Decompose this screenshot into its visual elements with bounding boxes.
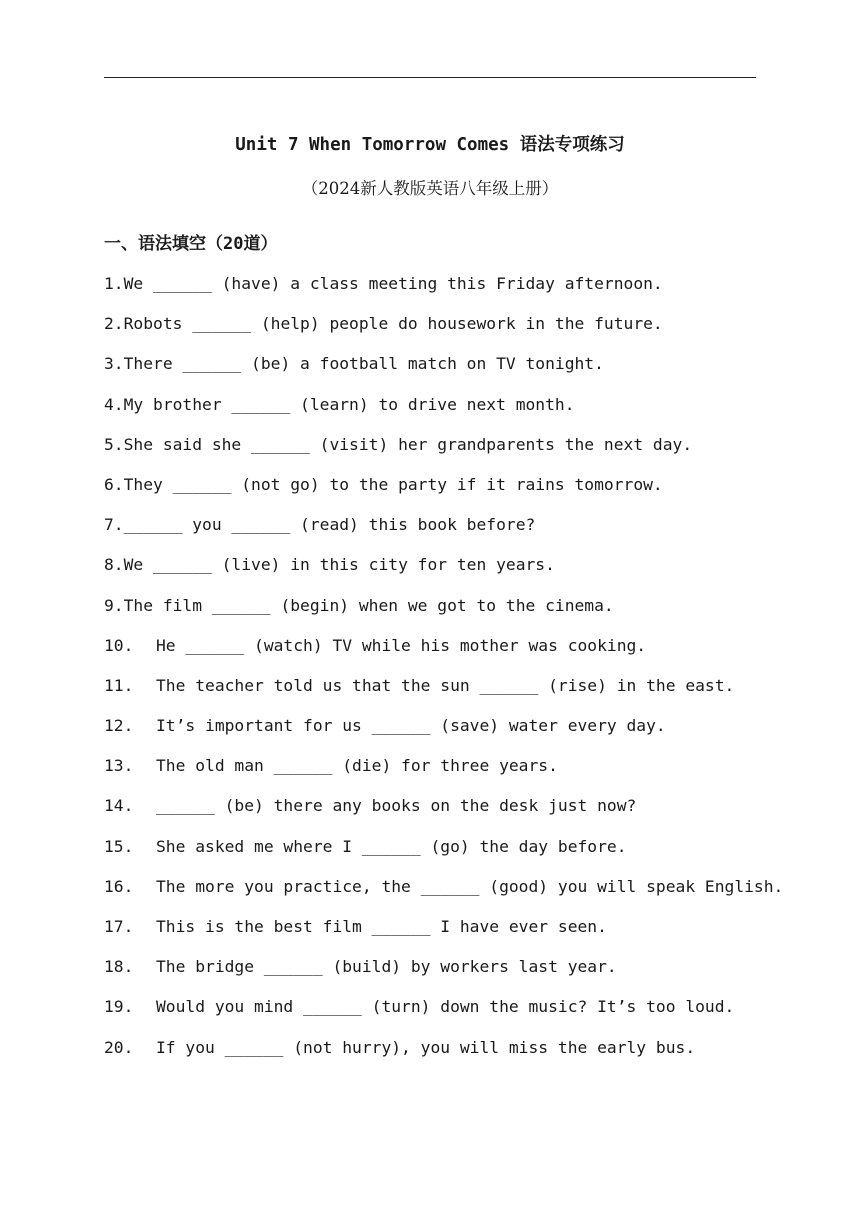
question-number: 2. (104, 314, 124, 334)
question-item (104, 549, 784, 580)
question-item (104, 469, 784, 500)
question-list (104, 268, 784, 1072)
question-number: 14. (104, 796, 134, 816)
question-text: She asked me where I ______ (go) the day before. (156, 836, 627, 856)
question-text: The more you practice, the ______ (good) you will speak English. (156, 876, 784, 896)
question-item (104, 831, 784, 862)
question-number: 18. (104, 957, 134, 977)
question-number: 13. (104, 756, 134, 776)
question-number: 15. (104, 836, 134, 856)
question-text: The film ______ (begin) when we got to the cinema. (123, 595, 614, 615)
question-item (104, 1032, 784, 1063)
document-subtitle: （2024新人教版英语八年级上册） (301, 179, 559, 198)
section-heading: 一、语法填空（20道） (104, 234, 278, 254)
question-item (104, 710, 784, 741)
question-number: 8. (104, 555, 124, 575)
question-text: ______ (be) there any books on the desk just now? (156, 796, 637, 816)
question-item (104, 991, 784, 1022)
question-text: We ______ (have) a class meeting this Friday afternoon. (123, 274, 663, 293)
question-text: The teacher told us that the sun ______ (rise) in the east. (156, 675, 735, 695)
question-number: 6. (104, 474, 124, 494)
question-text: They ______ (not go) to the party if it rains tomorrow. (123, 474, 663, 494)
question-item (104, 268, 784, 299)
question-number: 20. (104, 1037, 134, 1057)
question-number: 7. (104, 515, 124, 535)
question-number: 10. (104, 635, 134, 655)
question-text: We ______ (live) in this city for ten years. (123, 555, 555, 575)
question-number: 5. (104, 434, 124, 454)
question-text: Would you mind ______ (turn) down the music? It’s too loud. (156, 997, 735, 1017)
question-text: This is the best film ______ I have ever seen. (156, 917, 607, 936)
question-text: He ______ (watch) TV while his mother was cooking. (156, 635, 647, 655)
question-text: She said she ______ (visit) her grandparents the next day. (123, 434, 693, 454)
question-item (104, 750, 784, 781)
question-item (104, 389, 784, 420)
question-item (104, 670, 784, 701)
question-item (104, 308, 784, 339)
question-text: The bridge ______ (build) by workers last year. (156, 957, 617, 977)
question-number: 4. (104, 394, 124, 414)
question-text: The old man ______ (die) for three years. (156, 756, 558, 776)
question-text: If you ______ (not hurry), you will miss the early bus. (156, 1037, 696, 1057)
question-item (104, 630, 784, 661)
question-item (104, 911, 784, 942)
document-title: Unit 7 When Tomorrow Comes 语法专项练习 (235, 135, 625, 155)
question-number: 19. (104, 997, 134, 1017)
question-item (104, 951, 784, 982)
question-number: 17. (104, 917, 134, 936)
question-text: It’s important for us ______ (save) water every day. (156, 716, 666, 736)
question-number: 3. (104, 354, 124, 374)
question-item (104, 429, 784, 460)
question-number: 11. (104, 675, 134, 695)
question-item (104, 790, 784, 821)
question-number: 12. (104, 716, 134, 736)
question-number: 9. (104, 595, 124, 615)
question-text: There ______ (be) a football match on TV tonight. (123, 354, 604, 374)
question-text: ______ you ______ (read) this book before? (123, 515, 536, 535)
question-number: 16. (104, 876, 134, 896)
question-item (104, 348, 784, 379)
question-item (104, 590, 784, 621)
question-item (104, 509, 784, 540)
question-text: Robots ______ (help) people do housework in the future. (123, 314, 663, 334)
question-text: My brother ______ (learn) to drive next month. (123, 394, 575, 414)
header-rule (104, 77, 756, 78)
question-item (104, 871, 784, 902)
question-number: 1. (104, 274, 124, 293)
